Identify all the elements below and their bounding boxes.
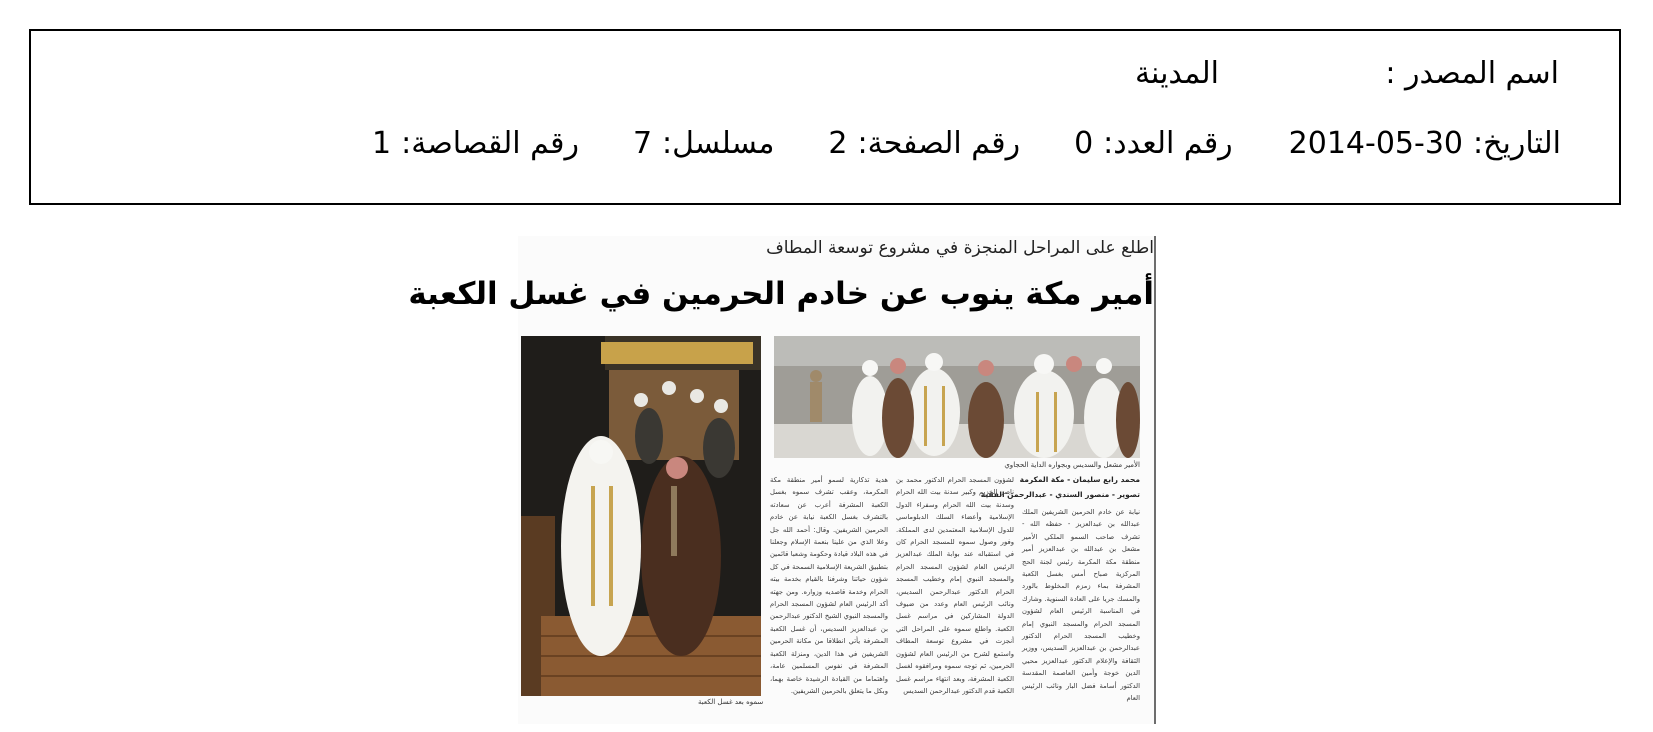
- article-column-3-text: هدية تذكارية لسمو أمير منطقة مكة المكرمة، وعقب تشرف سموه بغسل الكعبة المشرفة أعرب عن سعادته بالتشرف بغسل الكعبة نيابة عن خادم الحرمين الشريفين. وقال: أحمد الله جل وعلا الذي من علينا بنعمة الإسلام وجعلنا في هذه البلاد قيادة وحكومة وشعبا قائمين بتطبيق الشريعة الإسلامية السمحة في كل شؤون حياتنا وشرفنا بالقيام بخدمة بيته الحرام وخدمة قاصديه وزواره. ومن جهته أكد الرئيس العام لشؤون المسجد الحرام والمسجد النبوي الشيخ الدكتور عبدالرحمن بن عبدالعزيز السديس، أن غسل الكعبة المشرفة يأتي انطلاقا من مكانة الحرمين الشريفين في هذا الدين، ومنزلة الكعبة المشرفة في نفوس المسلمين عامة، واهتماما من القيادة الرشيدة خاصة بهما، وبكل ما يتعلق بالحرمين الشريفين.: [770, 476, 888, 695]
- article-kicker: اطلع على المراحل المنجزة في مشروع توسعة المطاف: [766, 238, 1154, 258]
- article-column-2-text: لشؤون المسجد الحرام الدكتور محمد بن ناصر الخزيم وكبير سدنة بيت الله الحرام وسدنة بيت الله الحرام وسفراء الدول الإسلامية وأعضاء السلك الدبلوماسي للدول الإسلامية المعتمدين لدى المملكة. وفور وصول سموه للمسجد الحرام كان في استقباله عند بوابة الملك عبدالعزيز الرئيس العام لشؤون المسجد الحرام والمسجد النبوي إمام وخطيب المسجد الحرام الدكتور عبدالرحمن السديس، ونائب الرئيس العام وعدد من ضيوف الدولة المشاركين في مراسم غسل الكعبة. واطلع سموه على المراحل التي أنجزت في مشروع توسعة المطاف واستمع لشرح من الرئيس العام لشؤون الحرمين، ثم توجه سموه ومرافقوه لغسل الكعبة المشرفة، وبعد انتهاء مراسم غسل الكعبة قدم الدكتور عبدالرحمن السديس: [896, 476, 1014, 695]
- source-info-box: [29, 29, 1621, 205]
- issue-value: 0: [1074, 126, 1094, 161]
- clip-label: رقم القصاصة:: [401, 126, 579, 161]
- newspaper-clipping: [408, 236, 1156, 724]
- article-column-3: [770, 474, 888, 718]
- officials-photo-drawing: [774, 336, 1140, 458]
- serial-value: 7: [632, 126, 653, 161]
- source-value: المدينة: [1134, 56, 1219, 91]
- serial-field: [632, 126, 775, 161]
- metadata-row: [372, 126, 1561, 161]
- page-label: رقم الصفحة:: [857, 126, 1021, 161]
- article-column-2: [896, 474, 1014, 718]
- kaaba-door-photo-drawing: [521, 336, 761, 696]
- article-byline-photographers: تصوير - منصور السندي - عبدالرحمن الفقيه: [980, 490, 1140, 499]
- serial-label: مسلسل:: [662, 126, 775, 161]
- source-label: اسم المصدر :: [1385, 56, 1559, 91]
- article-column-1: [1022, 506, 1140, 718]
- kaaba-door-photo: [521, 336, 761, 696]
- kaaba-photo-caption: سموه بعد غسل الكعبة: [698, 698, 764, 706]
- clip-field: [372, 126, 579, 161]
- officials-photo-caption: الأمير مشعل والسديس وبجواره الداية الحجاوي: [1004, 461, 1140, 469]
- date-value: 2014-05-30: [1288, 126, 1464, 161]
- date-field: [1288, 126, 1561, 161]
- clip-value: 1: [372, 126, 392, 161]
- officials-photo: [774, 336, 1140, 458]
- page-field: [828, 126, 1021, 161]
- issue-label: رقم العدد:: [1103, 126, 1233, 161]
- issue-field: [1074, 126, 1233, 161]
- article-headline: أمير مكة ينوب عن خادم الحرمين في غسل الكعبة: [408, 276, 1154, 312]
- date-label: التاريخ:: [1473, 126, 1561, 161]
- article-byline-author: محمد رابع سليمان - مكة المكرمة: [1019, 475, 1140, 484]
- article-column-1-text: نيابة عن خادم الحرمين الشريفين الملك عبدالله بن عبدالعزيز - حفظه الله - تشرف صاحب السمو الملكي الأمير مشعل بن عبدالله بن عبدالعزيز أمير منطقة مكة المكرمة رئيس لجنة الحج المركزية صباح أمس بغسل الكعبة المشرفة بماء زمزم المخلوط بالورد والمسك جريا على العادة السنوية. وشارك في المناسبة الرئيس العام لشؤون المسجد الحرام والمسجد النبوي إمام وخطيب المسجد الحرام الدكتور عبدالرحمن بن عبدالعزيز السديس، ووزير الثقافة والإعلام الدكتور عبدالعزيز محيي الدين خوجة وأمين العاصمة المقدسة الدكتور أسامة فضل البار ونائب الرئيس العام: [1022, 508, 1140, 703]
- page-value: 2: [828, 126, 848, 161]
